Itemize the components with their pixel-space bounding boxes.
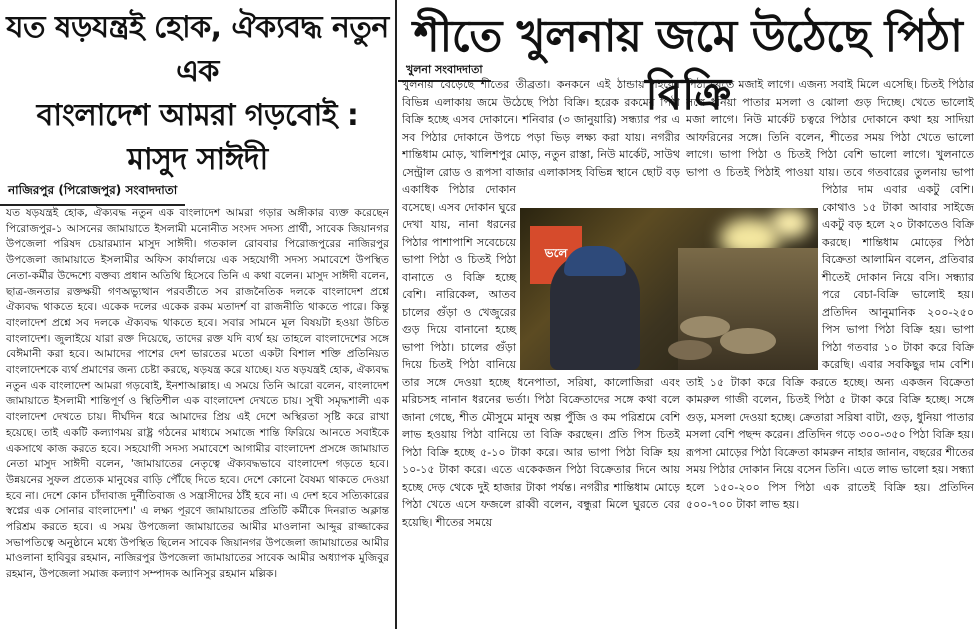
right-column-2-text: পিঠা খেতে মজাই লাগে। এজন্য সবাই মিলে এসেছি। চিতই পিঠার সঙ্গে ধনিয়া পাতার মসলা ও ঝোলা গুড় দিচ্ছে। খেতে ভালোই মজা লাগে। নিউ মার্কেট চত্বরে পিঠার দোকানে কথা হয় সাদিয়া আফরিনের সঙ্গে। তিনি বলেন, শীতের সময় পিঠা খেতে ভালো লাগে। ভাপা পিঠা ও চিতই পিঠা বেশি ভালো লাগে। খুলনাতে ভাপা ও চিতই পিঠাই পাওয়া যায়। তবে গতবারের তুলনায় ভাপা পিঠার দাম এবার একটু বেশি। কোথাও ১৫ টাকা আবার সাইজে একটু বড় হলে ২০ টাকাতেও বিক্রি করছে। শান্তিধাম মোড়ের পিঠা বিক্রেতা আলামিন বলেন, প্রতিবার শীতেই দোকান নিয়ে বসি। সন্ধ্যার পরে বেচা-বিক্রি ভালোই হয়। প্রতিদিন আনুমানিক ২০০-২৫০ পিস ভাপা পিঠা বিক্রি হয়। ভাপা পিঠা গতবার ১০ টাকা করে বিক্রি করেছি। এবার সবকিছুর দাম বেশি। তাই ১৫ টাকা করে বিক্রি করতে হচ্ছে। অন্য একজন বিক্রেতা কামরুল গাজী বলেন, চিতই পিঠা ৫ টাকা করে বিক্রি হচ্ছে। সঙ্গে গুড়, মসলা দেওয়া হচ্ছে। ক্রেতারা সরিষা বাটা, গুড়, ধুনিয়া পাতার মসলা বেশি পছন্দ করেন। প্রতিদিন গড়ে ৩০০-৩৫০ পিঠা বিক্রি হয়। রূপসা মোড়ের পিঠা বিক্রেতা কামরুন নাহার জানান, বছরের শীতের সময় পিঠার দোকান নিয়ে বসেন তিনি। এতে লাভ ভালো হয়। সন্ধ্যা হলে ১৫০-২০০ পিস পিঠা এক রাতেই বিক্রি হয়। প্রতিদিন ৫০০-৭০০ টাকা লাভ হয়। bbox=[686, 78, 974, 511]
pitha-stall-photo bbox=[520, 208, 818, 370]
left-body-text: যত ষড়যন্ত্রই হোক, ঐক্যবদ্ধ নতুন এক বাংলাদেশ আমরা গড়ার অঙ্গীকার ব্যক্ত করেছেন পিরোজপুর-১ আসনের জামায়াতে ইসলামী মনোনীত সংসদ সদস্য প্রার্থী, সাবেক জিয়ানগর উপজেলা পরিষদ চেয়ারম্যান মাসুদ সাঈদী। গতকাল রোববার পিরোজপুরের নাজিরপুর উপজেলা জামায়াতে ইসলামীর অফিস কার্যালয়ে এক সহযোগী সদস্য সমাবেশে উপস্থিত নেতা-কর্মীর উদ্দেশ্যে বক্তব্য প্রধান অতিথি হিসেবে তিনি এ কথা বলেন। মাসুদ সাঈদী বলেন, ছাত্র-জনতার রক্তক্ষয়ী গণঅভ্যুত্থান পরবর্তীতে সব রাজনৈতিক দলকে বাংলাদেশ প্রশ্নে ঐক্যবদ্ধ থাকতে হবে। একেক দলের একেক রকম মতাদর্শ বা রাজনীতি থাকতে পারে। কিন্তু বাংলাদেশ প্রশ্নে সব দলকে ঐক্যবদ্ধ থাকতে হবে। সবার সামনে মূল বিষয়টা হওয়া উচিত বাংলাদেশ। জুলাইয়ে যারা রক্ত দিয়েছে, তাদের রক্ত যদি ব্যর্থ হয় তাহলে বাংলাদেশের সঙ্গে বেঈমানী করা হবে। আমাদের পাশের দেশ ভারতের মতো একটা বিশাল শক্তি প্রতিনিয়ত বাংলাদেশকে ব্যর্থ প্রমাণের জন্য চেষ্টা করছে, ষড়যন্ত্র করে যাচ্ছে। যত ষড়যন্ত্রই হোক, ঐক্যবদ্ধ নতুন এক বাংলাদেশ আমরা গড়বোই, ইনশাআল্লাহ। এ সময়ে তিনি আরো বলেন, বাংলাদেশ জামায়াতে ইসলামী শান্তিপূর্ণ ও স্থিতিশীল এক বাংলাদেশ দেখতে চায়। সুখী সমৃদ্ধশালী এক বাংলাদেশ দেখতে চায়। দীর্ঘদিন ধরে আমাদের প্রিয় এই দেশে অস্থিরতা সৃষ্টি করে রাখা হয়েছে। তাই একটি কল্যাণময় রাষ্ট্র গঠনের মাধ্যমে সমাজে শান্তি ফিরিয়ে আনতে সবাইকে একসাথে কাজ করতে হবে। সহযোগী সদস্য সমাবেশে আগামীর বাংলাদেশ প্রসঙ্গে জামায়াত নেতা মাসুদ সাঈদী বলেন, 'জামায়াতের নেতৃত্বে ঐক্যবদ্ধভাবে বাংলাদেশ গড়তে হবে। উন্নয়নের সুফল প্রত্যেক মানুষের বাড়ি পৌঁছে দিতে হবে। দেশে কোনো বৈষম্য থাকতে দেওয়া হবে না। দেশে কোন চাঁদাবাজ দুর্নীতিবাজ ও সন্ত্রাসীদের ঠাঁই হবে না। এ দেশ হবে সত্যিকারের স্বপ্নের এক সোনার বাংলাদেশ।' এ লক্ষ্য পূরণে জামায়াতের প্রতিটি কর্মীকে দিনরাত অক্লান্ত পরিশ্রম করতে হবে। এ সময় উপজেলা জামায়াতের আমীর মাওলানা আব্দুর রাজ্জাকের সভাপতিত্বে অনুষ্ঠানে মধ্যে উপস্থিত ছিলেন সাবেক জিয়ানগর উপজেলা জামায়াতের আমীর মাওলানা হাবিবুর রহমান, নাজিরপুর উপজেলা জামায়াতের সাবেক আমীর অধ্যাপক মুজিবুর রহমান, উপজেলা সমাজ কল্যাণ সম্পাদক আনিসুর রহমান মল্লিক। bbox=[6, 207, 389, 581]
left-byline: নাজিরপুর (পিরোজপুর) সংবাদদাতা bbox=[0, 180, 185, 206]
right-column-1-text: খুলনায় বেড়েছে শীতের তীব্রতা। কনকনে এই ঠান্ডায় শহরের বিভিন্ন এলাকায় জমে উঠেছে পিঠা বিক্রি। হরেক রকমের পিঠা বিক্রি হচ্ছে এসব দোকানে। শনিবার (৩ জানুয়ারি) সন্ধ্যার পর এ সব পিঠার দোকানে উপচে পড়া ভিড় লক্ষ্য করা যায়। নগরীর শান্তিধাম মোড়, খালিশপুর মোড়, নতুন রাস্তা, নিউ মার্কেট, সাউথ সেন্ট্রাল রোড ও রূপসা বাজার এলাকাসহ বিভিন্ন স্থানে ছোট বড় একাধিক পিঠার দোকান বসেছে। এসব দোকান ঘুরে দেখা যায়, নানা ধরনের পিঠার পাশাপাশি সবেচেয়ে ভাপা পিঠা ও চিতই পিঠা বানাতে ও বিক্রি হচ্ছে বেশি। নারিকেল, আতব চালের গুঁড়া ও খেজুরের গুড় দিয়ে বানানো হচ্ছে ভাপা পিঠা। চালের গুঁড়া দিয়ে চিতই পিঠা বানিয়ে তার সঙ্গে দেওয়া হচ্ছে ধনেপাতা, সরিষা, কালোজিরা এবং মরিচসহ নানান ধরনের ভর্তা। পিঠা বিক্রেতাদের সঙ্গে কথা বলে জানা গেছে, শীত মৌসুমে মানুষ অল্প পুঁজি ও কম পরিশ্রমে বেশি লাভ হওয়ায় পিঠা বানিয়ে তা বিক্রি করছেন। প্রতি পিস চিতই পিঠা বিক্রি হচ্ছে ৫-১০ টাকা করে। আর ভাপা পিঠা বিক্রি হয় ১০-১৫ টাকা করে। এতে একেকজন পিঠা বিক্রেতার দিনে আয় হচ্ছে দেড় থেকে দুই হাজার টাকা পর্যন্ত। নগরীর শান্তিধাম মোড়ে পিঠা খেতে এসে ফজলে রাব্বী বলেন, বন্ধুরা মিলে ঘুরতে বের হয়েছি। শীতের সময়ে bbox=[402, 78, 680, 529]
left-headline-line1: যত ষড়যন্ত্রই হোক, ঐক্যবদ্ধ নতুন এক bbox=[6, 10, 389, 89]
right-article bbox=[398, 0, 978, 629]
left-body bbox=[0, 204, 395, 583]
left-byline-row bbox=[0, 182, 395, 204]
right-byline: খুলনা সংবাদদাতা bbox=[398, 61, 491, 82]
photo-sign: ভলে bbox=[530, 226, 582, 284]
left-article bbox=[0, 0, 397, 629]
right-headline: শীতে খুলনায় জমে উঠেছে পিঠা বিক্রি bbox=[413, 11, 963, 120]
left-headline-line2: বাংলাদেশ আমরা গড়বোই : মাসুদ সাঈদী bbox=[36, 98, 359, 177]
